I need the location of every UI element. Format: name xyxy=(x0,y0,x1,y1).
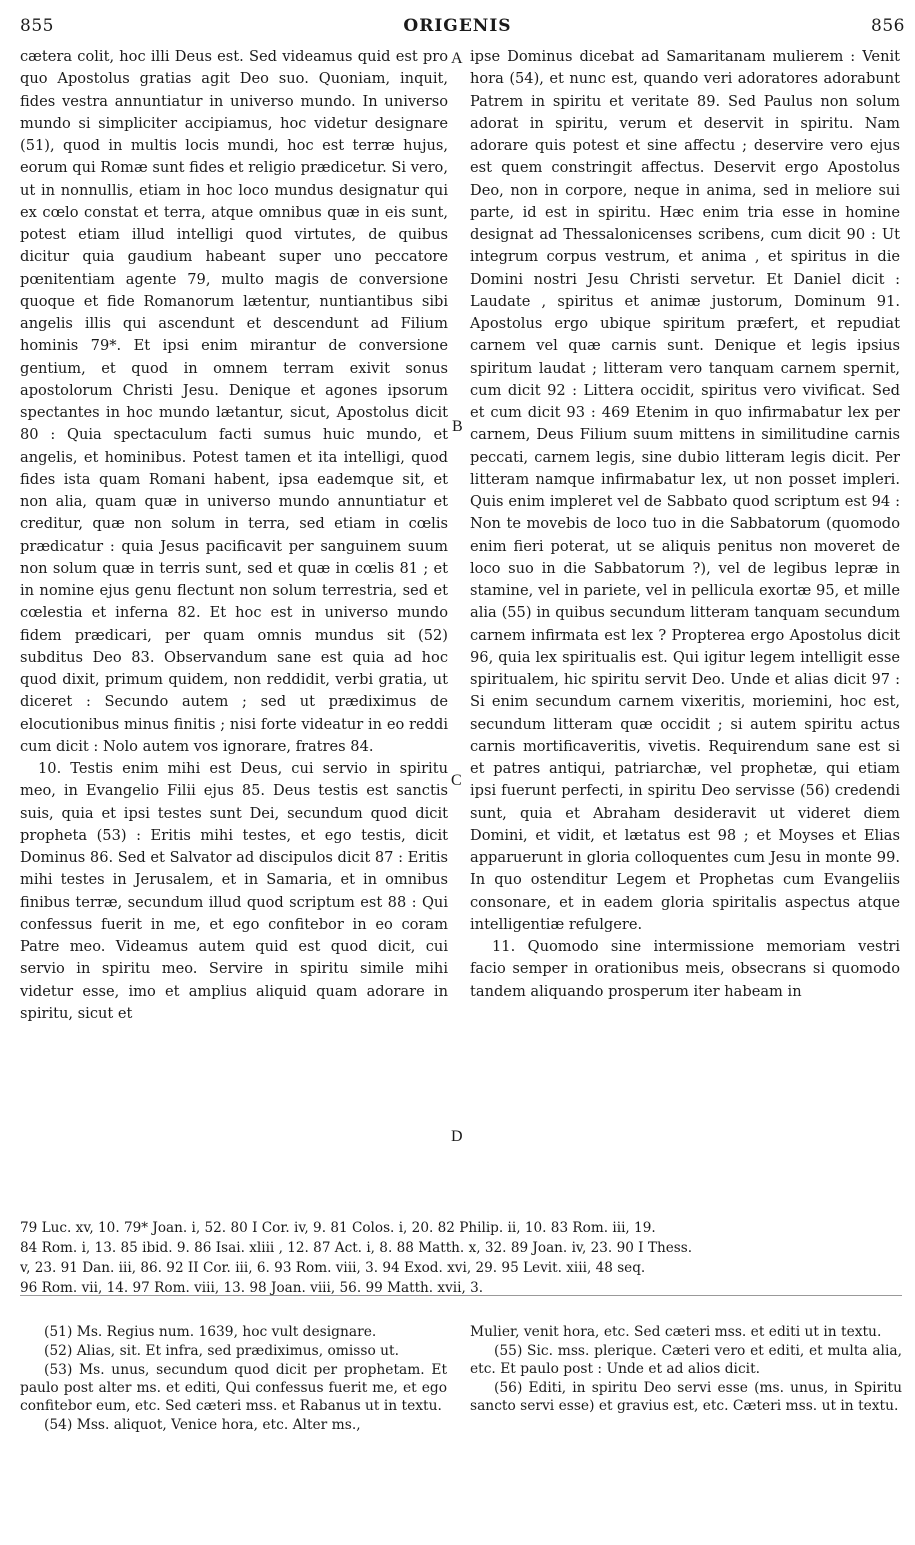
page-number-left: 855 xyxy=(20,16,54,36)
right-paragraph-2: 11. Quomodo sine intermissione memoriam vestri facio semper in orationibus meis, obsecrans si quomodo tandem aliquando prosperum iter habeam in xyxy=(470,938,900,1000)
footnote-53: (53) Ms. unus, secundum quod dicit per prophetam. Et paulo post alter ms. et editi, Qui confessus fuerit me, et ego confitebor eum, etc. Sed cæteri mss. et Rabanus ut in textu. xyxy=(20,1362,447,1414)
margin-letter-b: B xyxy=(452,418,463,435)
footnote-56: (56) Editi, in spiritu Deo servi esse (ms. unus, in Spiritu sancto servi esse) et gravius est, etc. Cæteri mss. ut in textu. xyxy=(470,1380,902,1414)
reference-line-3: v, 23. 91 Dan. iii, 86. 92 II Cor. iii, 6. 93 Rom. viii, 3. 94 Exod. xvi, 29. 95 Levit. xiii, 48 seq. xyxy=(20,1260,646,1276)
reference-line-4: 96 Rom. vii, 14. 97 Rom. viii, 13. 98 Joan. viii, 56. 99 Matth. xvii, 3. xyxy=(20,1280,484,1296)
footnotes-left xyxy=(20,1323,447,1435)
margin-letter-c: C xyxy=(451,772,462,789)
scripture-references xyxy=(20,1218,902,1298)
footnote-51: (51) Ms. Regius num. 1639, hoc vult designare. xyxy=(44,1324,377,1340)
page-number-right: 856 xyxy=(871,16,905,36)
footnote-54-end: Mulier, venit hora, etc. Sed cæteri mss. et editi ut in textu. xyxy=(470,1324,882,1340)
margin-letter-d: D xyxy=(451,1128,463,1145)
footnote-54-start: (54) Mss. aliquot, Venice hora, etc. Alter ms., xyxy=(44,1417,361,1433)
right-paragraph-1: ipse Dominus dicebat ad Samaritanam mulierem : Venit hora (54), et nunc est, quando veri adoratores adorabunt Patrem in spiritu et veritate 89. Sed Paulus non solum adorat in spiritu, verum et deservit in spiritu. Nam adorare quis potest et sine affectu ; deservire vero ejus est quem constringit affectus. Deservit ergo Apostolus Deo, non in corpore, neque in anima, sed in meliore sui parte, id est in spiritu. Hæc enim tria esse in homine designat ad Thessalonicenses scribens, cum dicit 90 : Ut integrum corpus vestrum, et anima , et spiritus in die Domini nostri Jesu Christi servetur. Et Daniel dicit : Laudate , spiritus et animæ justorum, Dominum 91. Apostolus ergo ubique spiritum præfert, et repudiat carnem vel quæ carnis sunt. Denique et legis ipsius spiritum laudat ; litteram vero tanquam carnem spernit, cum dicit 92 : Littera occidit, spiritus vero vivificat. Sed et cum dicit 93 : 469 Etenim in quo infirmabatur lex per carnem, Deus Filium suum mittens in similitudine carnis peccati, carnem legis, sine dubio litteram legis dicit. Per litteram namque infirmabatur lex, ut non posset impleri. Quis enim impleret vel de Sabbato quod scriptum est 94 : Non te movebis de loco tuo in die Sabbatorum (quomodo enim fieri poterat, ut se aliquis penitus non moveret de loco suo in die Sabbatorum ?), vel de legibus lepræ in stamine, vel in pariete, vel in pellicula exortæ 95, et mille alia (55) in quibus secundum litteram tanquam secundum carnem infirmata est lex ? Propterea ergo Apostolus dicit 96, quia lex spiritualis est. Qui igitur legem intelligit esse spiritualem, hic spiritu servit Deo. Unde et alias dicit 97 : Si enim secundum carnem vixeritis, moriemini, hoc est, secundum litteram quæ occidit ; si autem spiritu actus carnis mortificaveritis, vivetis. Requirendum sane est si et patres antiqui, patriarchæ, vel prophetæ, qui etiam ipsi fuerunt perfecti, in spiritu Deo servisse (56) credendi sunt, quia et Abraham desideravit ut videret diem Domini, et vidit, et lætatus est 98 ; et Moyses et Elias apparuerunt in gloria colloquentes cum Jesu in monte 99. In quo ostenditur Legem et Prophetas cum Evangeliis consonare, et in eadem gloria spiritalis aspectus atque intelligentiæ refulgere. xyxy=(470,48,900,933)
footnote-55: (55) Sic. mss. plerique. Cæteri vero et editi, et multa alia, etc. Et paulo post : Unde et ad alios dicit. xyxy=(470,1343,902,1377)
running-title: ORIGENIS xyxy=(403,16,512,36)
left-paragraph-1: cætera colit, hoc illi Deus est. Sed videamus quid est pro quo Apostolus gratias agit Deo suo. Quoniam, inquit, fides vestra annuntiatur in universo mundo. In universo mundo si simpliciter accipiamus, hoc videtur designare (51), quod in multis locis mundi, hoc est terræ hujus, eorum qui Romæ sunt fides et religio prædicetur. Si vero, ut in nonnullis, etiam in hoc loco mundus designatur qui ex cœlo constat et terra, atque omnibus quæ in eis sunt, potest etiam illud intelligi quod virtutes, de quibus dicitur quia gaudium habeant super uno peccatore pœnitentiam agente 79, multo magis de conversione quoque et fide Romanorum lætentur, nuntiantibus sibi angelis illis qui ascendunt et descendunt ad Filium hominis 79*. Et ipsi enim mirantur de conversione gentium, et quod in omnem terram exivit sonus apostolorum Christi Jesu. Denique et agones ipsorum spectantes in hoc mundo lætantur, sicut, Apostolus dicit 80 : Quia spectaculum facti sumus huic mundo, et angelis, et hominibus. Potest tamen et ita intelligi, quod fides ista quam Romani habent, ipsa eademque sit, et non alia, quam quæ in universo mundo annuntiatur et creditur, quæ non solum in terra, sed etiam in cœlis prædicatur : quia Jesus pacificavit per sanguinem suum non solum quæ in terris sunt, sed et quæ in cœlis 81 ; et in nomine ejus genu flectunt non solum terrestria, sed et cœlestia et inferna 82. Et hoc est in universo mundo fidem prædicari, per quam omnis mundus sit (52) subditus Deo 83. Observandum sane est quia ad hoc quod dixit, primum quidem, non reddidit, verbi gratia, ut diceret : Secundo autem ; sed ut prædiximus de elocutionibus minus finitis ; nisi forte videatur in eo reddi cum dicit : Nolo autem vos ignorare, fratres 84. xyxy=(20,48,448,755)
reference-line-1: 79 Luc. xv, 10. 79* Joan. i, 52. 80 I Cor. iv, 9. 81 Colos. i, 20. 82 Philip. ii, 10. 83 Rom. iii, 19. xyxy=(20,1220,656,1236)
left-paragraph-2: 10. Testis enim mihi est Deus, cui servio in spiritu meo, in Evangelio Filii ejus 85. Deus testis est sanctis suis, quia et ipsi testes sunt Dei, secundum quod dicit propheta (53) : Eritis mihi testes, et ego testis, dicit Dominus 86. Sed et Salvator ad discipulos dicit 87 : Eritis mihi testes in Jerusalem, et in Samaria, et in omnibus finibus terræ, secundum illud quod scriptum est 88 : Qui confessus fuerit in me, et ego confitebor in eo coram Patre meo. Videamus autem quid est quod dicit, cui servio in spiritu meo. Servire in spiritu simile mihi videtur esse, imo et amplius aliquid quam adorare in spiritu, sicut et xyxy=(20,760,448,1022)
footnote-divider xyxy=(20,1295,902,1296)
footnote-52: (52) Alias, sit. Et infra, sed prædiximus, omisso ut. xyxy=(44,1343,399,1359)
margin-letter-a: A xyxy=(451,50,463,67)
left-column xyxy=(20,46,448,1025)
right-column xyxy=(470,46,900,1003)
reference-line-2: 84 Rom. i, 13. 85 ibid. 9. 86 Isai. xliii , 12. 87 Act. i, 8. 88 Matth. x, 32. 89 Joan. iv, 23. 90 I Thess. xyxy=(20,1240,693,1256)
footnotes-right xyxy=(470,1323,902,1416)
